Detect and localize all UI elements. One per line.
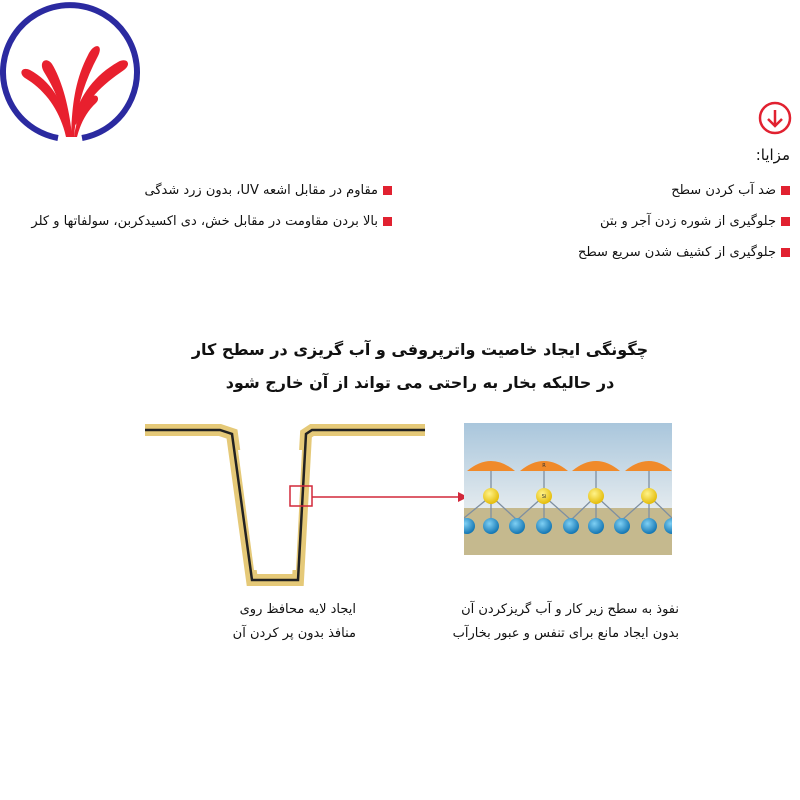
advantage-item: [671, 183, 790, 198]
advantage-text: بالا بردن مقاومت در مقابل خش، دی اکسیدکربن، سولفاتها و کلر: [31, 214, 378, 229]
bullet-square-icon: [383, 186, 392, 195]
bullet-square-icon: [781, 248, 790, 257]
brand-logo: [0, 0, 150, 150]
left-diagram-caption: [233, 598, 356, 646]
advantage-item: [144, 183, 392, 198]
advantages-heading: مزایا:: [755, 146, 790, 164]
molecule-label-si: Si: [541, 494, 547, 500]
bullet-square-icon: [383, 217, 392, 226]
right-diagram-caption: [453, 598, 679, 646]
advantage-item: [578, 245, 790, 260]
advantage-item: [600, 214, 790, 229]
advantage-text: ضد آب کردن سطح: [671, 183, 776, 198]
bullet-square-icon: [781, 217, 790, 226]
molecule-layer-diagram: [464, 423, 672, 555]
download-circle-icon[interactable]: [757, 100, 793, 136]
advantage-item: [31, 214, 392, 229]
caption-line: ایجاد لایه محافظ روی: [239, 602, 356, 617]
caption-line: بدون ایجاد مانع برای تنفس و عبور بخارآب: [452, 626, 679, 641]
molecule-label-r: R: [542, 463, 546, 469]
caption-line: منافذ بدون پر کردن آن: [232, 626, 356, 641]
bullet-square-icon: [781, 186, 790, 195]
advantage-text: جلوگیری از کشیف شدن سریع سطح: [577, 245, 776, 260]
pore-cross-section-diagram: [140, 420, 470, 610]
advantage-text: جلوگیری از شوره زدن آجر و بتن: [599, 214, 776, 229]
section-title-line2: در حالیکه بخار به راحتی می تواند از آن خارج شود: [225, 373, 615, 392]
advantage-text: مقاوم در مقابل اشعه UV، بدون زرد شدگی: [144, 183, 378, 198]
section-title-line1: چگونگی ایجاد خاصیت واترپروفی و آب گریزی در سطح کار: [191, 340, 649, 359]
caption-line: نفوذ به سطح زیر کار و آب گریزکردن آن: [461, 602, 679, 617]
